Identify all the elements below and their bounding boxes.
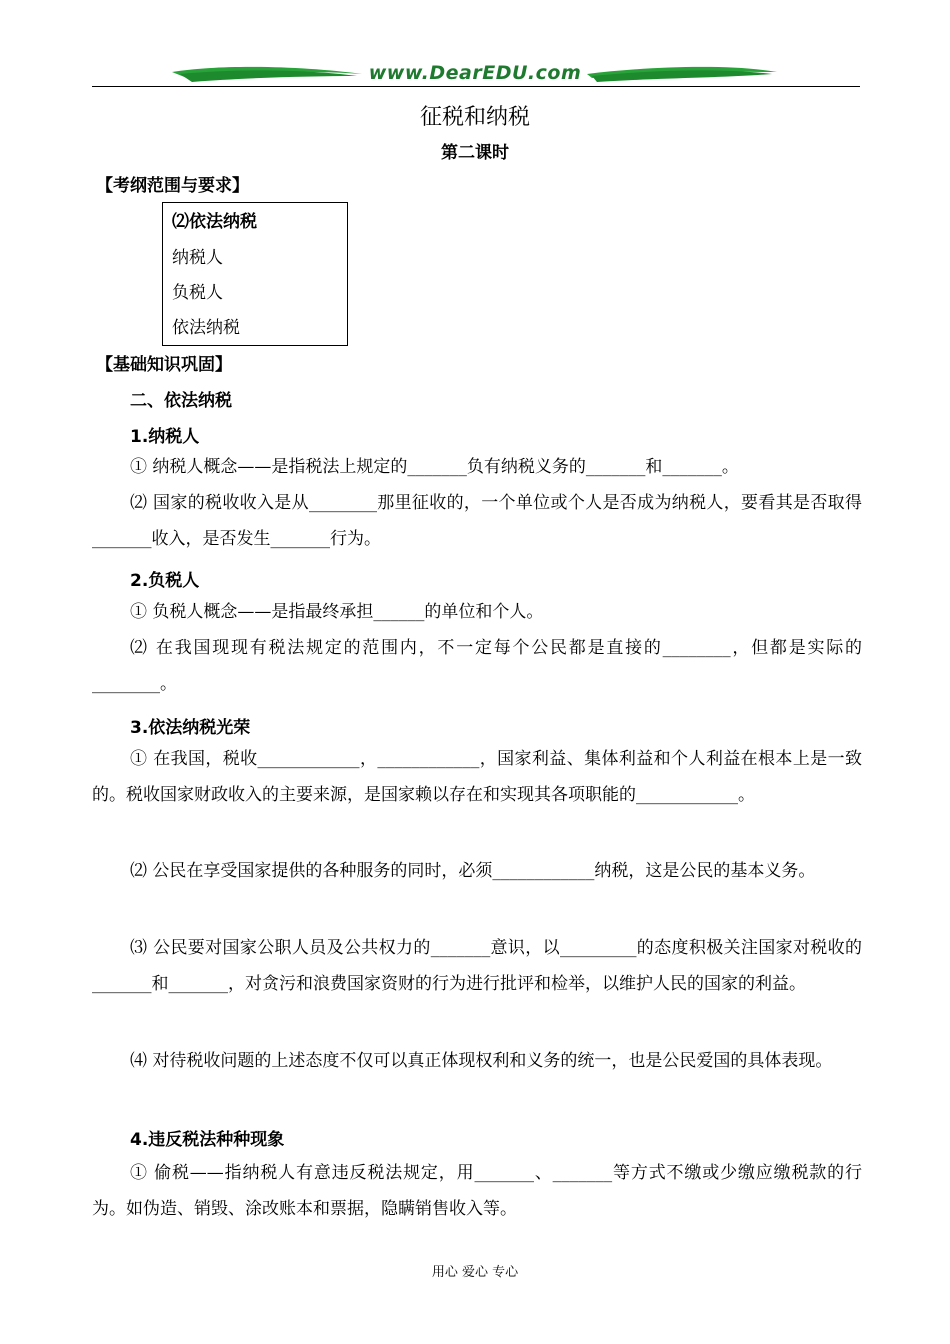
heading-taxpayer: 1.纳税人	[130, 427, 200, 447]
heading-tax-bearer: 2.负税人	[130, 571, 200, 591]
box-heading: ⑵依法纳税	[172, 212, 257, 232]
heading-lawful-tax: 3.依法纳税光荣	[130, 718, 251, 738]
paragraph: ⑵ 国家的税收收入是从________那里征收的，一个单位或个人是否成为纳税人，要看其是否取得_______收入，是否发生_______行为。	[92, 493, 862, 549]
header-rule	[92, 86, 860, 87]
paragraph: ① 偷税——指纳税人有意违反税法规定，用_______、_______等方式不缴或少缴应缴税款的行为。如伪造、销毁、涂改账本和票据，隐瞒销售收入等。	[92, 1163, 862, 1219]
part-heading: 二、依法纳税	[130, 391, 232, 411]
site-name: www.DearEDU.com	[368, 62, 582, 84]
page-subtitle: 第二课时	[441, 143, 509, 163]
box-item: 负税人	[172, 283, 223, 303]
section-syllabus: 【考纲范围与要求】	[96, 176, 249, 196]
page-title: 征税和纳税	[419, 105, 530, 130]
paragraph: ⑷ 对待税收问题的上述态度不仅可以真正体现权利和义务的统一，也是公民爱国的具体表现。	[130, 1051, 833, 1071]
syllabus-box	[162, 202, 348, 346]
box-item: 依法纳税	[172, 318, 240, 338]
paragraph: ① 负税人概念——是指最终承担______的单位和个人。	[130, 602, 544, 622]
paragraph: ⑵ 公民在享受国家提供的各种服务的同时，必须____________纳税，这是公民的基本义务。	[130, 861, 816, 881]
heading-violations: 4.违反税法种种现象	[130, 1130, 285, 1150]
page-footer: 用心 爱心 专心	[431, 1265, 519, 1280]
paragraph: ① 纳税人概念——是指税法上规定的_______负有纳税义务的_______和_______。	[130, 457, 739, 477]
paragraph: ⑶ 公民要对国家公职人员及公共权力的_______意识，以_________的态度积极关注国家对税收的_______和_______，对贪污和浪费国家资财的行为进行批评和检举，以维护人民的国家的利益。	[92, 938, 862, 994]
box-item: 纳税人	[172, 248, 223, 268]
paragraph: ① 在我国，税收____________，____________，国家利益、集体利益和个人利益在根本上是一致的。税收国家财政收入的主要来源，是国家赖以存在和实现其各项职能的____________。	[92, 749, 862, 805]
section-basics: 【基础知识巩固】	[96, 355, 232, 375]
paragraph: ⑵ 在我国现现有税法规定的范围内，不一定每个公民都是直接的________，但都是实际的________。	[92, 638, 862, 694]
